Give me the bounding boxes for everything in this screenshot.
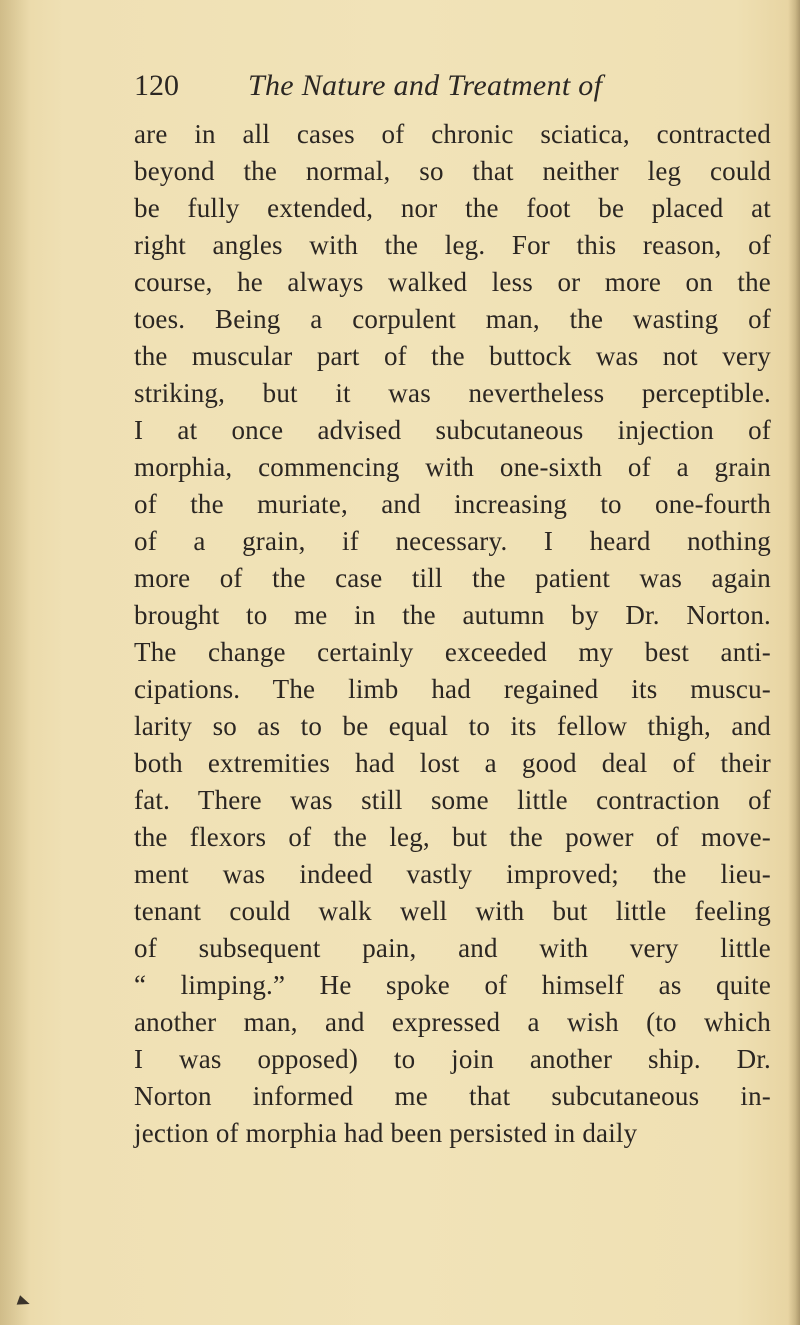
text-line: right angles with the leg. For this reason, of bbox=[134, 230, 771, 260]
text-line: both extremities had lost a good deal of their bbox=[134, 748, 771, 778]
text-line: be fully extended, nor the foot be placed at bbox=[134, 193, 771, 223]
text-line: are in all cases of chronic sciatica, contracted bbox=[134, 119, 771, 149]
text-line: fat. There was still some little contraction of bbox=[134, 785, 771, 815]
body-text bbox=[134, 116, 771, 1152]
text-line: I at once advised subcutaneous injection of bbox=[134, 415, 771, 445]
text-line: of the muriate, and increasing to one-fourth bbox=[134, 489, 771, 519]
text-line: ment was indeed vastly improved; the lieu- bbox=[134, 859, 771, 889]
text-line: brought to me in the autumn by Dr. Norton. bbox=[134, 600, 771, 630]
text-line: “ limping.” He spoke of himself as quite bbox=[134, 970, 771, 1000]
text-line: of a grain, if necessary. I heard nothing bbox=[134, 526, 771, 556]
text-line: cipations. The limb had regained its muscu- bbox=[134, 674, 771, 704]
text-line: striking, but it was nevertheless perceptible. bbox=[134, 378, 771, 408]
text-line: course, he always walked less or more on the bbox=[134, 267, 771, 297]
text-line: another man, and expressed a wish (to which bbox=[134, 1007, 771, 1037]
gutter-shadow bbox=[0, 0, 30, 1325]
text-line: larity so as to be equal to its fellow thigh, and bbox=[134, 711, 771, 741]
page-number: 120 bbox=[134, 69, 179, 102]
text-line: beyond the normal, so that neither leg could bbox=[134, 156, 771, 186]
text-line: the muscular part of the buttock was not very bbox=[134, 341, 771, 371]
text-line: of subsequent pain, and with very little bbox=[134, 933, 771, 963]
text-line: morphia, commencing with one-sixth of a grain bbox=[134, 452, 771, 482]
text-line: Norton informed me that subcutaneous in- bbox=[134, 1081, 771, 1111]
text-line: toes. Being a corpulent man, the wasting of bbox=[134, 304, 771, 334]
text-line: the flexors of the leg, but the power of move- bbox=[134, 822, 771, 852]
page-edge bbox=[788, 0, 800, 1325]
text-line: more of the case till the patient was again bbox=[134, 563, 771, 593]
running-head bbox=[134, 66, 674, 106]
text-line: The change certainly exceeded my best anti- bbox=[134, 637, 771, 667]
running-title: The Nature and Treatment of bbox=[248, 69, 603, 102]
text-line: tenant could walk well with but little feeling bbox=[134, 896, 771, 926]
text-line: jection of morphia had been persisted in daily bbox=[134, 1118, 638, 1148]
text-line: I was opposed) to join another ship. Dr. bbox=[134, 1044, 771, 1074]
